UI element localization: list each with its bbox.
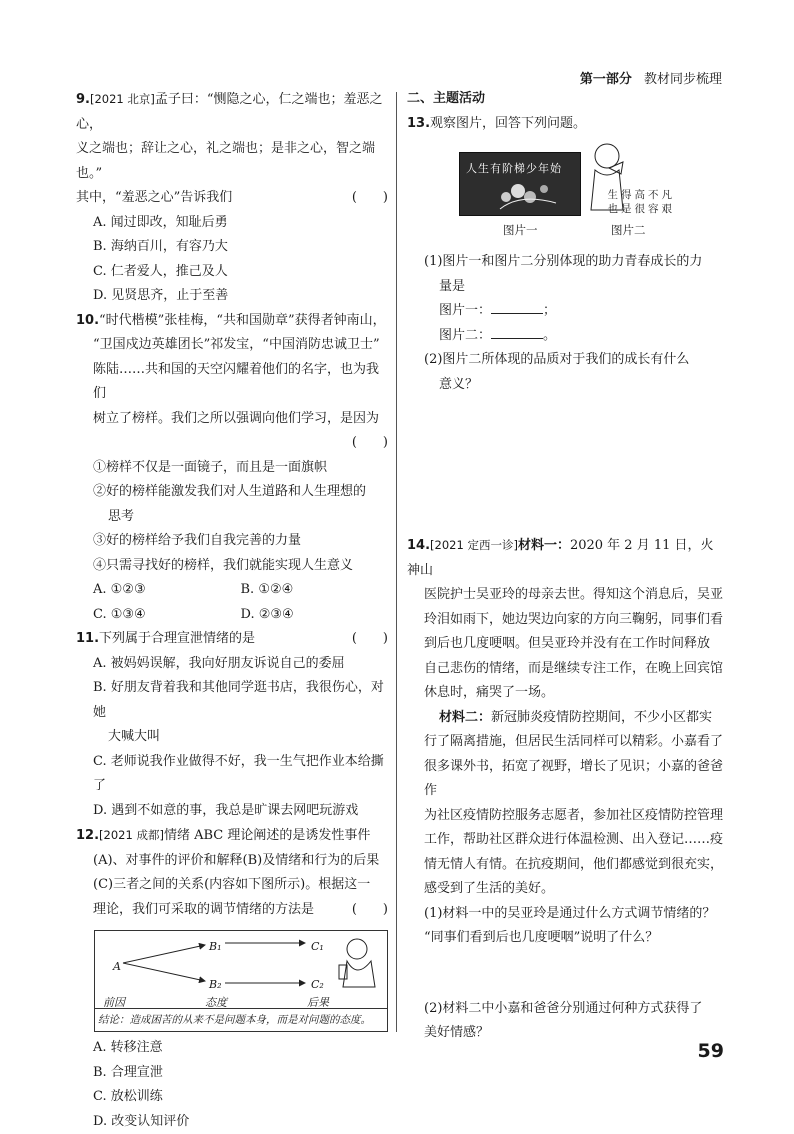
subquestion-2: (2)材料二中小嘉和爸爸分别通过何种方式获得了 bbox=[407, 997, 725, 1022]
question-number: 12. bbox=[76, 828, 99, 843]
picture-two-label: 图片二 bbox=[611, 218, 646, 243]
statement-2: ②好的榜样能激发我们对人生道路和人生理想的 bbox=[76, 480, 388, 505]
answer-parentheses[interactable]: ( ) bbox=[352, 898, 388, 923]
question-number: 11. bbox=[76, 631, 99, 646]
option-a[interactable]: A. 转移注意 bbox=[76, 1036, 388, 1061]
question-number: 13. bbox=[407, 116, 430, 131]
question-text: (C)三者之间的关系(内容如下图所示)。根据这一 bbox=[76, 873, 388, 898]
question-text: “卫国戍边英雄团长”祁发宝，“中国消防忠诚卫士” bbox=[76, 333, 388, 358]
node-a: A bbox=[113, 955, 121, 980]
subquestion-2-cont: 美好情感？ bbox=[407, 1021, 725, 1046]
material-text: 玲泪如雨下，她边哭边向家的方向三鞠躬，同事们看 bbox=[407, 608, 725, 633]
punct: 。 bbox=[543, 328, 556, 343]
picture-group bbox=[407, 140, 725, 244]
node-b1: B₁ bbox=[209, 935, 222, 960]
material-text: 工作，帮助社区群众进行体温检测、出入登记……疫 bbox=[407, 828, 725, 853]
material-text: 到后也几度哽咽。但吴亚玲并没有在工作时间释放 bbox=[407, 632, 725, 657]
diagram-conclusion: 结论：造成困苦的从来不是问题本身，而是对问题的态度。 bbox=[95, 1008, 387, 1031]
column-divider bbox=[396, 92, 397, 1032]
option-a[interactable]: A. ①②③ bbox=[93, 578, 241, 603]
option-c[interactable]: C. ①③④ bbox=[93, 603, 241, 628]
question-text: 陈陆……共和国的天空闪耀着他们的名字，也为我们 bbox=[76, 358, 388, 407]
option-a[interactable]: A. 闻过即改，知耻后勇 bbox=[76, 211, 388, 236]
node-c2: C₂ bbox=[311, 973, 324, 998]
picture-two bbox=[579, 140, 679, 226]
fill-label-2: 图片二： bbox=[439, 328, 491, 343]
option-b[interactable]: B. 好朋友背着我和其他同学逛书店，我很伤心，对她 bbox=[76, 676, 388, 725]
picture-two-line-1: 生得高不凡 bbox=[608, 188, 676, 202]
subquestion-2: (2)图片二所体现的品质对于我们的成长有什么 bbox=[407, 348, 725, 373]
cartoon-figure-icon bbox=[339, 939, 375, 987]
question-text: 下列属于合理宣泄情绪的是 bbox=[99, 631, 255, 646]
material-2-label: 材料二： bbox=[439, 710, 491, 725]
material-text: 新冠肺炎疫情防控期间，不少小区都实 bbox=[491, 710, 712, 725]
question-number: 9. bbox=[76, 92, 90, 107]
option-b[interactable]: B. ①②④ bbox=[241, 578, 389, 603]
label-result: 后果 bbox=[307, 991, 329, 1016]
question-source: [2021 北京] bbox=[90, 92, 155, 106]
option-d[interactable]: D. 遇到不如意的事，我总是旷课去网吧玩游戏 bbox=[76, 799, 388, 824]
material-text: 为社区疫情防控服务志愿者，参加社区疫情防控管理 bbox=[407, 804, 725, 829]
page-header bbox=[580, 68, 722, 87]
question-text: 理论，我们可采取的调节情绪的方法是 bbox=[93, 902, 314, 917]
option-b[interactable]: B. 合理宣泄 bbox=[76, 1061, 388, 1086]
label-cause: 前因 bbox=[103, 991, 125, 1016]
answer-blank-1[interactable] bbox=[491, 299, 543, 314]
answer-parentheses[interactable]: ( ) bbox=[352, 431, 388, 456]
option-c[interactable]: C. 老师说我作业做得不好，我一生气把作业本给撕了 bbox=[76, 750, 388, 799]
question-source: [2021 定西一诊] bbox=[430, 538, 518, 552]
option-c[interactable]: C. 仁者爱人，推己及人 bbox=[76, 260, 388, 285]
picture-one-caption-art: 人生有阶梯少年始 bbox=[466, 157, 562, 182]
option-d[interactable]: D. ②③④ bbox=[241, 603, 389, 628]
node-b2: B₂ bbox=[209, 973, 222, 998]
section-heading: 二、主题活动 bbox=[407, 87, 725, 112]
subquestion-1: (1)材料一中的吴亚玲是通过什么方式调节情绪的？ bbox=[407, 902, 725, 927]
question-number: 14. bbox=[407, 538, 430, 553]
picture-two-line-2: 也是很容艰 bbox=[608, 202, 676, 216]
question-text: 树立了榜样。我们之所以强调向他们学习，是因为 bbox=[76, 407, 388, 432]
punct: ； bbox=[543, 303, 556, 318]
option-a[interactable]: A. 被妈妈误解，我向好朋友诉说自己的委屈 bbox=[76, 652, 388, 677]
header-title: 教材同步梳理 bbox=[644, 72, 722, 87]
subquestion-1: (1)图片一和图片二分别体现的助力青春成长的力 bbox=[407, 250, 725, 275]
abc-theory-diagram bbox=[94, 930, 388, 1032]
question-number: 10. bbox=[76, 313, 99, 328]
question-13 bbox=[407, 112, 725, 398]
answer-blank-2[interactable] bbox=[491, 324, 543, 339]
label-attitude: 态度 bbox=[205, 991, 227, 1016]
material-text: 行了隔离措施，但居民生活同样可以精彩。小嘉看了 bbox=[407, 730, 725, 755]
diagram-arrows bbox=[95, 931, 387, 1009]
option-b-cont: 大喊大叫 bbox=[76, 725, 388, 750]
material-text: 很多课外书，拓宽了视野，增长了见识；小嘉的爸爸作 bbox=[407, 755, 725, 804]
question-text: 义之端也；辞让之心，礼之端也；是非之心，智之端也。” bbox=[76, 137, 388, 186]
picture-one bbox=[459, 152, 581, 216]
subquestion-2-cont: 意义？ bbox=[407, 373, 725, 398]
question-text: 孟子曰：“恻隐之心，仁之端也；羞恶之心， bbox=[76, 92, 383, 132]
arrow-a-b2 bbox=[123, 963, 205, 981]
question-9 bbox=[76, 87, 388, 309]
question-text: (A)、对事件的评价和解释(B)及情绪和行为的后果 bbox=[76, 849, 388, 874]
question-14 bbox=[407, 533, 725, 1046]
statement-2-cont: 思考 bbox=[76, 505, 388, 530]
part-label: 第一部分 bbox=[580, 72, 632, 87]
option-c[interactable]: C. 放松训练 bbox=[76, 1085, 388, 1110]
material-text: 情无情人有情。在抗疫期间，他们都感觉到很充实， bbox=[407, 853, 725, 878]
material-text: 2020 年 2 月 11 日，火神山 bbox=[407, 538, 714, 578]
question-text: “时代楷模”张桂梅，“共和国勋章”获得者钟南山， bbox=[99, 313, 386, 328]
question-text: 情绪 ABC 理论阐述的是诱发性事件 bbox=[164, 828, 370, 843]
statement-1: ①榜样不仅是一面镜子，而且是一面旗帜 bbox=[76, 456, 388, 481]
fill-label-1: 图片一： bbox=[439, 303, 491, 318]
material-text: 感受到了生活的美好。 bbox=[407, 877, 725, 902]
answer-parentheses[interactable]: ( ) bbox=[352, 186, 388, 211]
material-text: 医院护士吴亚玲的母亲去世。得知这个消息后，吴亚 bbox=[407, 583, 725, 608]
question-12 bbox=[76, 823, 388, 1134]
page-number: 59 bbox=[698, 1040, 724, 1062]
left-column bbox=[76, 87, 388, 1134]
node-c1: C₁ bbox=[311, 935, 324, 960]
subquestion-1-cont: 量是 bbox=[407, 275, 725, 300]
picture-two-text bbox=[608, 188, 676, 216]
question-text: 观察图片，回答下列问题。 bbox=[430, 116, 586, 131]
statement-4: ④只需寻找好的榜样，我们就能实现人生意义 bbox=[76, 554, 388, 579]
question-11 bbox=[76, 627, 388, 823]
question-source: [2021 成都] bbox=[99, 828, 164, 842]
question-10 bbox=[76, 309, 388, 628]
option-d[interactable]: D. 改变认知评价 bbox=[76, 1110, 388, 1134]
subquestion-1-cont: “同事们看到后也几度哽咽”说明了什么？ bbox=[407, 926, 725, 951]
arrow-a-b1 bbox=[123, 945, 205, 963]
flower-illustration-icon bbox=[460, 153, 580, 215]
option-d[interactable]: D. 见贤思齐，止于至善 bbox=[76, 284, 388, 309]
right-column bbox=[407, 87, 725, 1046]
statement-3: ③好的榜样给予我们自我完善的力量 bbox=[76, 529, 388, 554]
picture-one-label: 图片一 bbox=[503, 218, 538, 243]
material-text: 休息时，痛哭了一场。 bbox=[407, 681, 725, 706]
material-1-label: 材料一： bbox=[518, 538, 570, 553]
material-text: 自己悲伤的情绪，而是继续专注工作，在晚上回宾馆 bbox=[407, 657, 725, 682]
question-text: 其中，“羞恶之心”告诉我们 bbox=[76, 190, 232, 205]
answer-parentheses[interactable]: ( ) bbox=[352, 627, 388, 652]
option-b[interactable]: B. 海纳百川，有容乃大 bbox=[76, 235, 388, 260]
